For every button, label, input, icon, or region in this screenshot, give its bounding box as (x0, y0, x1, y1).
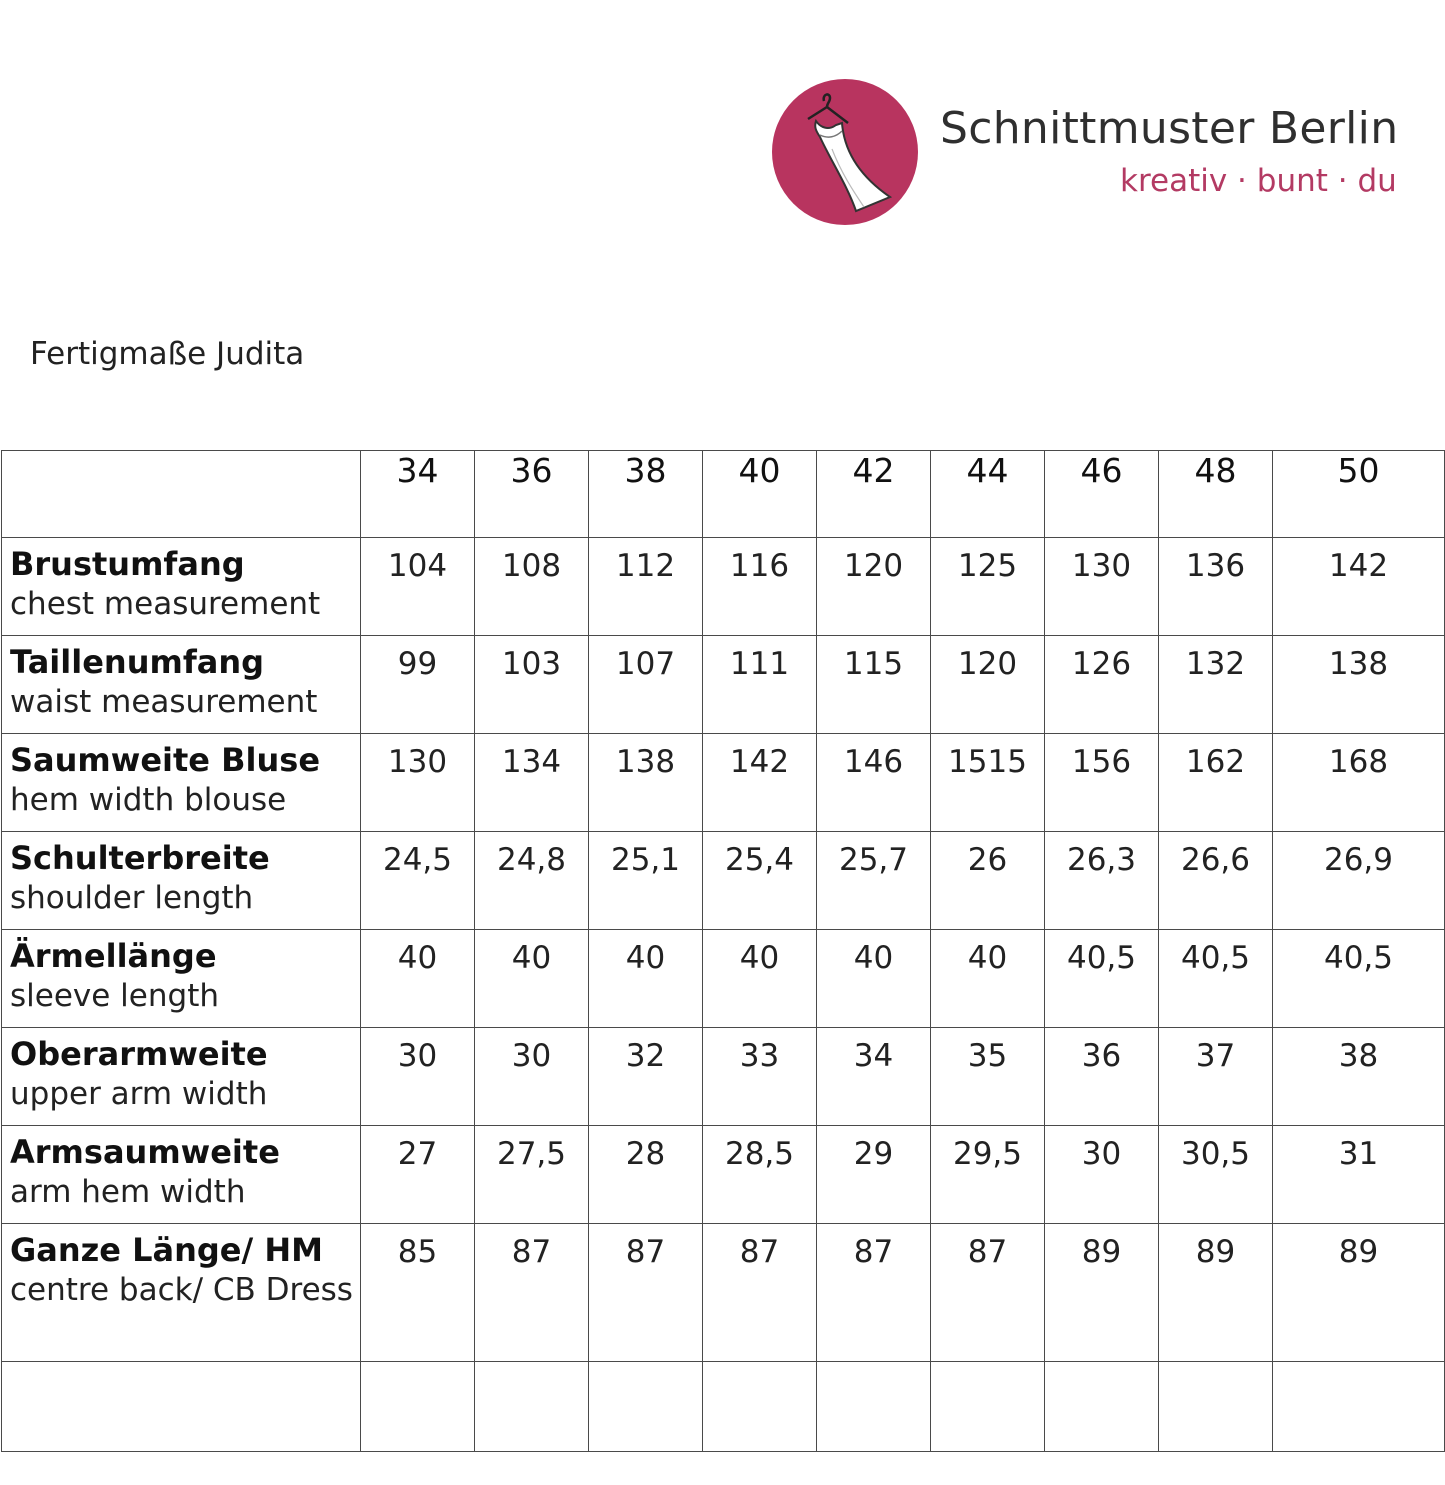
measurement-name-en: waist measurement (10, 684, 318, 720)
empty-cell (817, 1362, 931, 1452)
empty-cell (2, 1362, 361, 1452)
measurement-value-cell: 138 (1273, 636, 1445, 734)
measurement-value-cell: 30 (361, 1028, 475, 1126)
measurement-value-cell: 146 (817, 734, 931, 832)
measurement-value-cell: 24,5 (361, 832, 475, 930)
measurement-value-cell: 132 (1159, 636, 1273, 734)
empty-cell (1159, 1362, 1273, 1452)
measurement-name-en: hem width blouse (10, 782, 287, 818)
measurement-value-cell: 29,5 (931, 1126, 1045, 1224)
empty-cell (931, 1362, 1045, 1452)
table-row (2, 636, 1445, 734)
measurement-name-en: arm hem width (10, 1174, 246, 1210)
measurement-value-cell: 130 (1045, 538, 1159, 636)
measurement-value-cell: 40 (475, 930, 589, 1028)
measurement-label-cell (2, 832, 361, 930)
measurement-value-cell: 87 (589, 1224, 703, 1362)
dress-on-hanger-icon (772, 79, 918, 225)
table-row (2, 1224, 1445, 1362)
measurement-label-cell (2, 538, 361, 636)
measurement-value-cell: 87 (703, 1224, 817, 1362)
measurement-name-de: Armsaumweite (10, 1133, 280, 1171)
size-table (1, 450, 1445, 1452)
measurement-value-cell: 32 (589, 1028, 703, 1126)
measurement-value-cell: 115 (817, 636, 931, 734)
measurement-value-cell: 27,5 (475, 1126, 589, 1224)
empty-cell (475, 1362, 589, 1452)
measurement-value-cell: 156 (1045, 734, 1159, 832)
measurement-value-cell: 142 (1273, 538, 1445, 636)
empty-cell (361, 1362, 475, 1452)
measurement-name-de: Saumweite Bluse (10, 741, 321, 779)
measurement-value-cell: 89 (1159, 1224, 1273, 1362)
measurement-value-cell: 36 (1045, 1028, 1159, 1126)
measurement-value-cell: 30 (1045, 1126, 1159, 1224)
measurement-value-cell: 29 (817, 1126, 931, 1224)
empty-cell (703, 1362, 817, 1452)
measurement-name-en: sleeve length (10, 978, 219, 1014)
measurement-label-cell (2, 1028, 361, 1126)
size-header-cell: 48 (1159, 451, 1273, 538)
size-header-cell: 36 (475, 451, 589, 538)
measurement-value-cell: 89 (1273, 1224, 1445, 1362)
size-header-cell: 38 (589, 451, 703, 538)
measurement-value-cell: 107 (589, 636, 703, 734)
measurement-name-en: centre back/ CB Dress (10, 1272, 353, 1308)
measurement-value-cell: 37 (1159, 1028, 1273, 1126)
measurement-value-cell: 40 (931, 930, 1045, 1028)
size-header-cell: 42 (817, 451, 931, 538)
measurement-label-cell (2, 734, 361, 832)
measurement-value-cell: 40,5 (1159, 930, 1273, 1028)
measurement-value-cell: 31 (1273, 1126, 1445, 1224)
measurement-value-cell: 25,7 (817, 832, 931, 930)
measurement-name-de: Oberarmweite (10, 1035, 268, 1073)
brand-name: Schnittmuster Berlin (940, 103, 1399, 154)
measurement-value-cell: 1515 (931, 734, 1045, 832)
measurement-value-cell: 99 (361, 636, 475, 734)
measurement-value-cell: 27 (361, 1126, 475, 1224)
header-corner-cell (2, 451, 361, 538)
measurement-value-cell: 87 (475, 1224, 589, 1362)
measurement-value-cell: 112 (589, 538, 703, 636)
empty-table-row (2, 1362, 1445, 1452)
measurement-value-cell: 40 (589, 930, 703, 1028)
measurement-value-cell: 138 (589, 734, 703, 832)
table-row (2, 538, 1445, 636)
empty-cell (1045, 1362, 1159, 1452)
measurement-name-de: Ärmellänge (10, 937, 217, 975)
measurement-value-cell: 26,9 (1273, 832, 1445, 930)
table-header-row (2, 451, 1445, 538)
measurement-value-cell: 130 (361, 734, 475, 832)
measurement-label-cell (2, 1224, 361, 1362)
measurement-value-cell: 28,5 (703, 1126, 817, 1224)
measurement-value-cell: 120 (817, 538, 931, 636)
measurement-name-de: Brustumfang (10, 545, 245, 583)
measurement-value-cell: 142 (703, 734, 817, 832)
measurement-value-cell: 33 (703, 1028, 817, 1126)
measurement-value-cell: 28 (589, 1126, 703, 1224)
table-row (2, 734, 1445, 832)
measurement-value-cell: 40,5 (1045, 930, 1159, 1028)
measurement-value-cell: 116 (703, 538, 817, 636)
measurement-value-cell: 104 (361, 538, 475, 636)
measurement-value-cell: 136 (1159, 538, 1273, 636)
measurement-value-cell: 25,1 (589, 832, 703, 930)
size-header-cell: 50 (1273, 451, 1445, 538)
measurement-name-de: Ganze Länge/ HM (10, 1231, 323, 1269)
measurement-value-cell: 40,5 (1273, 930, 1445, 1028)
measurement-value-cell: 108 (475, 538, 589, 636)
table-row (2, 832, 1445, 930)
page-title: Fertigmaße Judita (30, 336, 305, 372)
measurement-value-cell: 40 (703, 930, 817, 1028)
size-header-cell: 44 (931, 451, 1045, 538)
brand-tagline: kreativ · bunt · du (1120, 163, 1397, 199)
measurement-name-de: Taillenumfang (10, 643, 265, 681)
size-header-cell: 46 (1045, 451, 1159, 538)
measurement-value-cell: 87 (817, 1224, 931, 1362)
measurement-value-cell: 103 (475, 636, 589, 734)
measurement-value-cell: 26 (931, 832, 1045, 930)
measurement-value-cell: 26,6 (1159, 832, 1273, 930)
measurement-value-cell: 35 (931, 1028, 1045, 1126)
size-header-cell: 40 (703, 451, 817, 538)
brand-header (772, 79, 1412, 225)
measurement-value-cell: 40 (361, 930, 475, 1028)
size-header-cell: 34 (361, 451, 475, 538)
empty-cell (1273, 1362, 1445, 1452)
table-row (2, 1028, 1445, 1126)
measurement-value-cell: 168 (1273, 734, 1445, 832)
table-row (2, 930, 1445, 1028)
measurement-value-cell: 30,5 (1159, 1126, 1273, 1224)
measurement-value-cell: 125 (931, 538, 1045, 636)
measurement-label-cell (2, 1126, 361, 1224)
measurement-value-cell: 38 (1273, 1028, 1445, 1126)
measurement-name-en: upper arm width (10, 1076, 268, 1112)
measurement-value-cell: 89 (1045, 1224, 1159, 1362)
measurement-value-cell: 120 (931, 636, 1045, 734)
measurement-value-cell: 85 (361, 1224, 475, 1362)
measurement-value-cell: 87 (931, 1224, 1045, 1362)
measurement-name-de: Schulterbreite (10, 839, 270, 877)
table-row (2, 1126, 1445, 1224)
measurement-value-cell: 30 (475, 1028, 589, 1126)
measurement-value-cell: 111 (703, 636, 817, 734)
measurement-value-cell: 26,3 (1045, 832, 1159, 930)
measurement-value-cell: 24,8 (475, 832, 589, 930)
measurement-value-cell: 34 (817, 1028, 931, 1126)
measurement-value-cell: 134 (475, 734, 589, 832)
measurement-value-cell: 40 (817, 930, 931, 1028)
measurement-label-cell (2, 930, 361, 1028)
empty-cell (589, 1362, 703, 1452)
measurement-name-en: shoulder length (10, 880, 254, 916)
measurement-label-cell (2, 636, 361, 734)
measurement-value-cell: 25,4 (703, 832, 817, 930)
measurement-value-cell: 162 (1159, 734, 1273, 832)
measurement-value-cell: 126 (1045, 636, 1159, 734)
measurement-name-en: chest measurement (10, 586, 321, 622)
